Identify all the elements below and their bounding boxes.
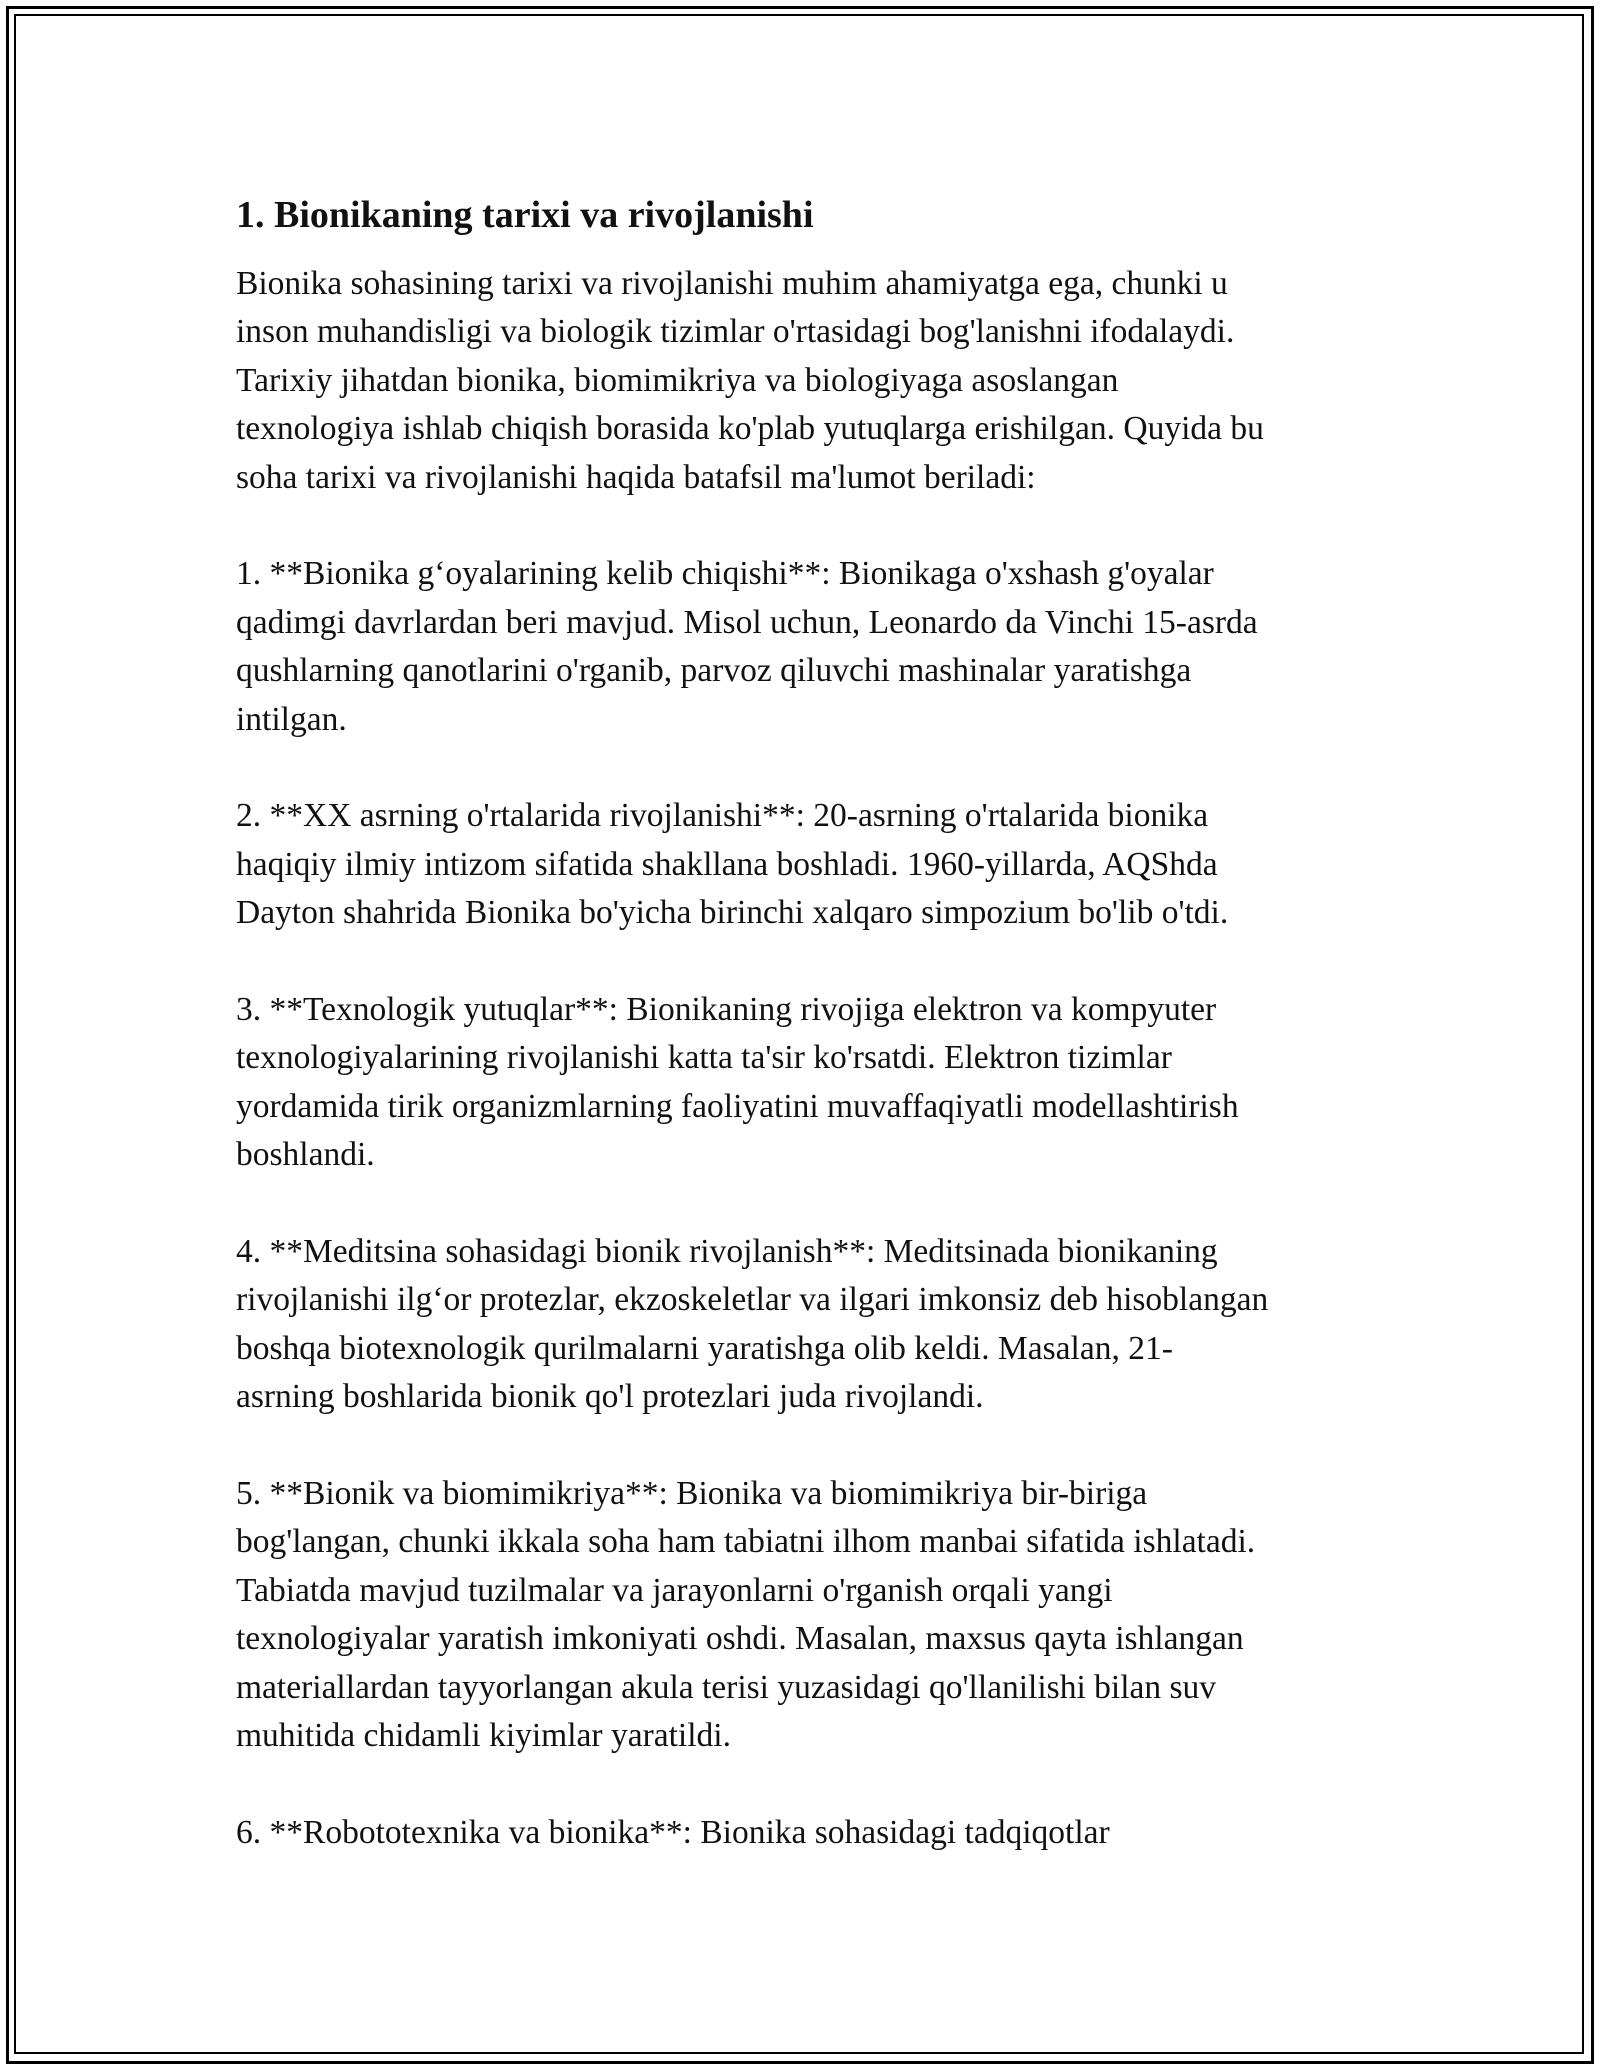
section-heading: 1. Bionikaning tarixi va rivojlanishi	[236, 194, 814, 236]
list-item-5: 5. **Bionik va biomimikriya**: Bionika va biomimikriya bir-biriga bog'langan, chunki ikkala soha ham tabiatni ilhom manbai sifatida ishlatadi. Tabiatda mavjud tuzilmalar va jarayonlarni o'rganish orqali yangi texnologiyalar yaratish imkoniyati oshdi. Masalan, maxsus qayta ishlangan materiallardan tayyorlangan akula terisi yuzasidagi qo'llanilishi bilan suv muhitida chidamli kiyimlar yaratildi.	[236, 1475, 1256, 1755]
list-item-4: 4. **Meditsina sohasidagi bionik rivojlanish**: Meditsinada bionikaning rivojlanishi ilg‘or protezlar, ekzoskeletlar va ilgari imkonsiz deb hisoblangan boshqa biotexnologik qurilmalarni yaratishga olib keldi. Masalan, 21- asrning boshlarida bionik qo'l protezlari juda rivojlandi.	[236, 1233, 1269, 1416]
document-body	[236, 186, 1396, 1857]
list-item-6: 6. **Robototexnika va bionika**: Bionika sohasidagi tadqiqotlar	[236, 1813, 1110, 1851]
list-item-3: 3. **Texnologik yutuqlar**: Bionikaning rivojiga elektron va kompyuter texnologiyalarining rivojlanishi katta ta'sir ko'rsatdi. Elektron tizimlar yordamida tirik organizmlarning faoliyatini muvaffaqiyatli modellashtirish boshlandi.	[236, 991, 1239, 1174]
list-item-2: 2. **XX asrning o'rtalarida rivojlanishi**: 20-asrning o'rtalarida bionika haqiqiy ilmiy intizom sifatida shakllana boshladi. 1960-yillarda, AQShda Dayton shahrida Bionika bo'yicha birinchi xalqaro simpozium bo'lib o'tdi.	[236, 797, 1229, 932]
intro-paragraph: Bionika sohasining tarixi va rivojlanishi muhim ahamiyatga ega, chunki u inson muhandisligi va biologik tizimlar o'rtasidagi bog'lanishni ifodalaydi. Tarixiy jihatdan bionika, biomimikriya va biologiyaga asoslangan texnologiya ishlab chiqish borasida ko'plab yutuqlarga erishilgan. Quyida bu soha tarixi va rivojlanishi haqida batafsil ma'lumot beriladi:	[236, 265, 1264, 496]
list-item-1: 1. **Bionika g‘oyalarining kelib chiqishi**: Bionikaga o'xshash g'oyalar qadimgi davrlardan beri mavjud. Misol uchun, Leonardo da Vinchi 15-asrda qushlarning qanotlarini o'rganib, parvoz qiluvchi mashinalar yaratishga intilgan.	[236, 555, 1258, 738]
